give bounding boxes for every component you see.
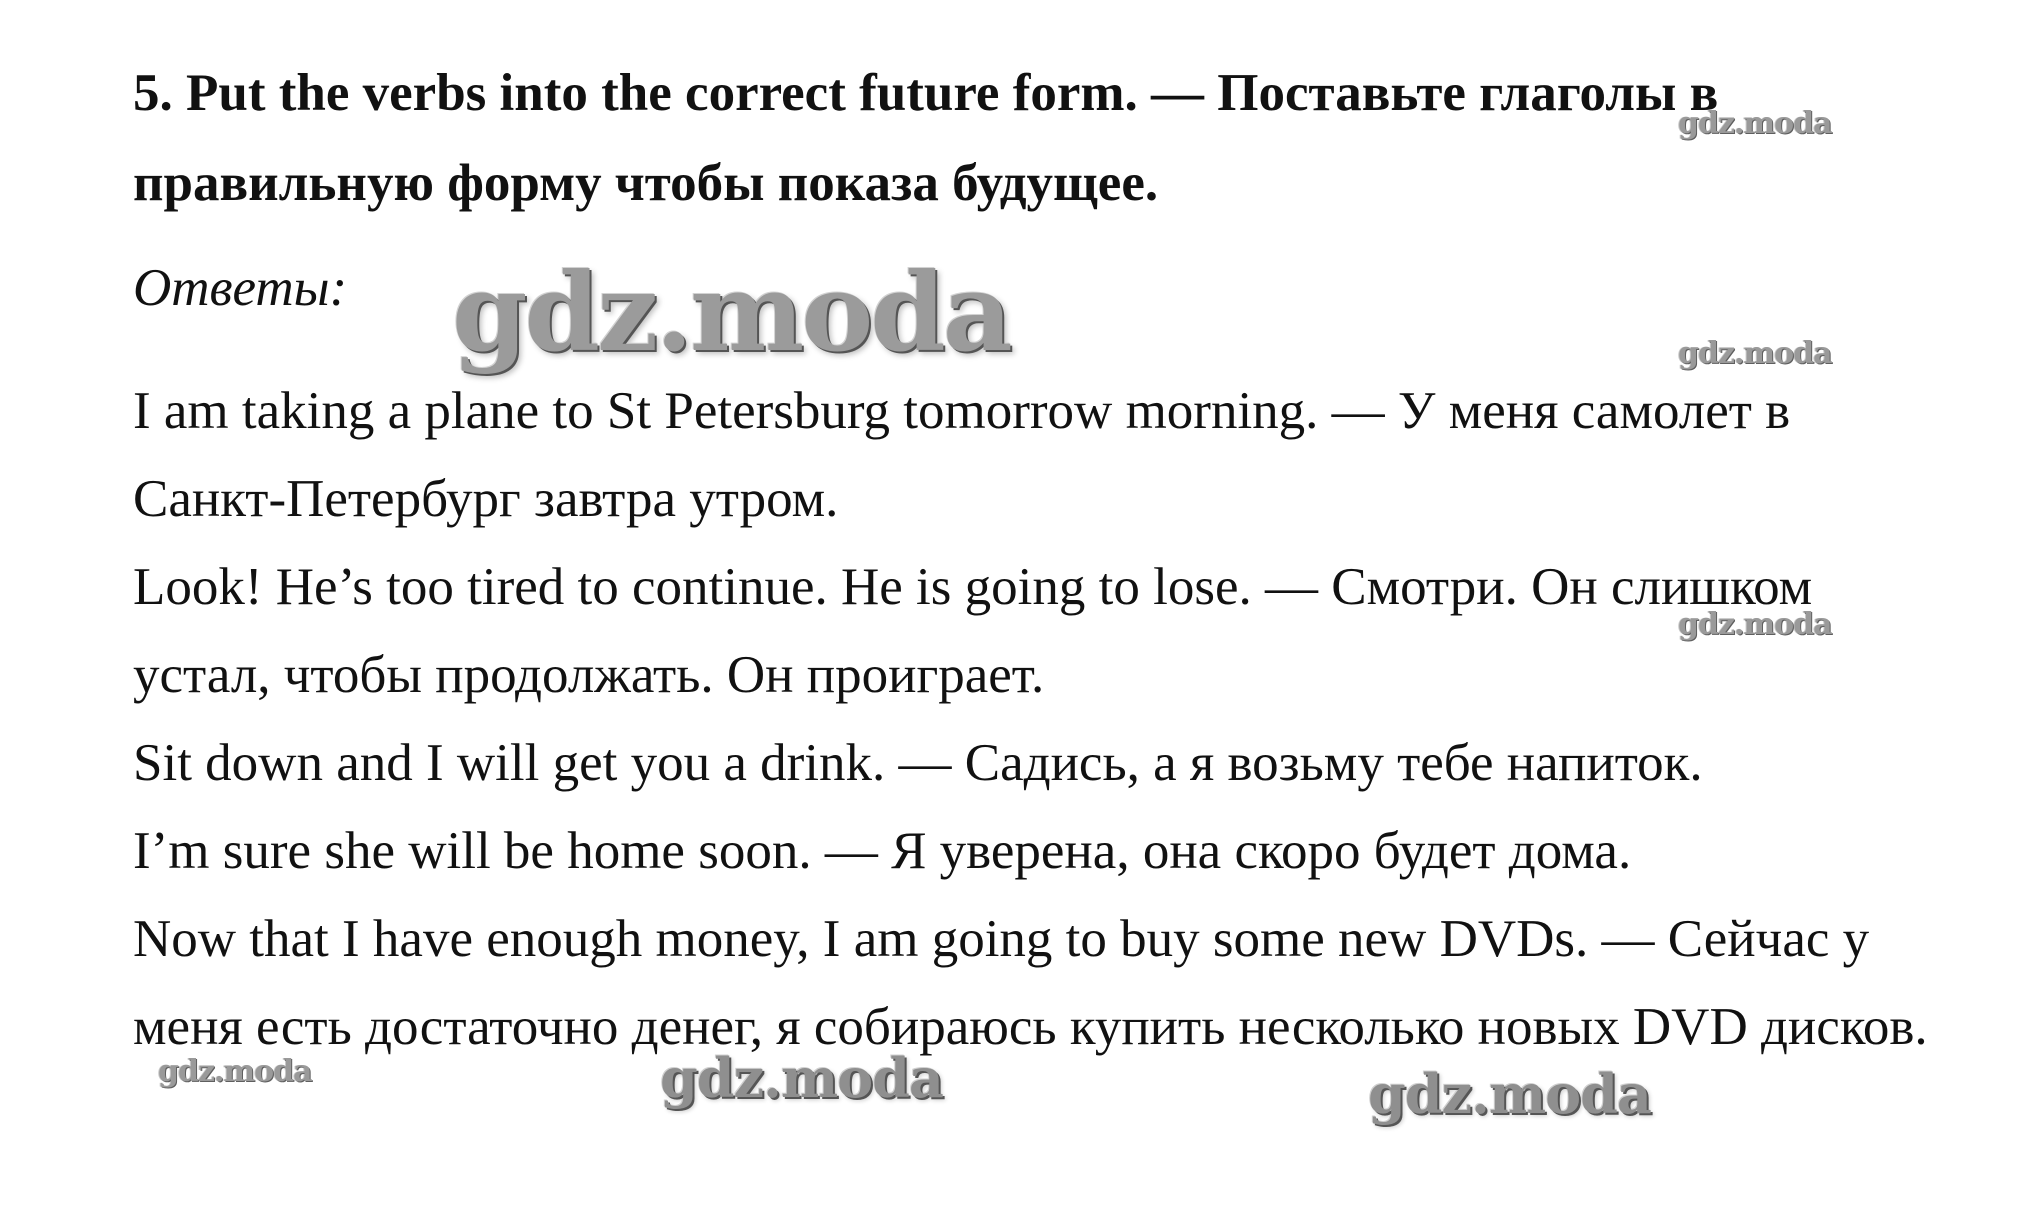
answer-item: I’m sure she will be home soon. — Я уверена, она скоро будет дома. [133, 822, 1632, 880]
answer-item: Sit down and I will get you a drink. — Садись, а я возьму тебе напиток. [133, 734, 1703, 792]
answers-label: Ответы: [133, 259, 348, 317]
answer-item: Now that I have enough money, I am going to buy some new DVDs. — Сейчас у меня есть достаточно денег, я собираюсь купить несколько новых DVD дисков. [133, 910, 1928, 1056]
watermark-logo: gdz.moda [1368, 1062, 1651, 1126]
watermark-logo: gdz.moda [1678, 607, 1832, 642]
answer-list [133, 367, 1933, 1071]
watermark-logo: gdz.moda [1678, 106, 1832, 141]
task-heading: 5. Put the verbs into the correct future form. — Поставьте глаголы в правильную форму чтобы показа будущее. [133, 64, 1719, 212]
answer-item: I am taking a plane to St Petersburg tomorrow morning. — У меня самолет в Санкт-Петербург завтра утром. [133, 382, 1791, 528]
watermark-logo: gdz.moda [660, 1046, 943, 1110]
watermark-logo: gdz.moda [452, 250, 1010, 376]
answer-item: Look! He’s too tired to continue. He is going to lose. — Смотри. Он слишком устал, чтобы продолжать. Он проиграет. [133, 558, 1813, 704]
watermark-logo: gdz.moda [1678, 336, 1832, 371]
watermark-logo: gdz.moda [158, 1054, 312, 1089]
